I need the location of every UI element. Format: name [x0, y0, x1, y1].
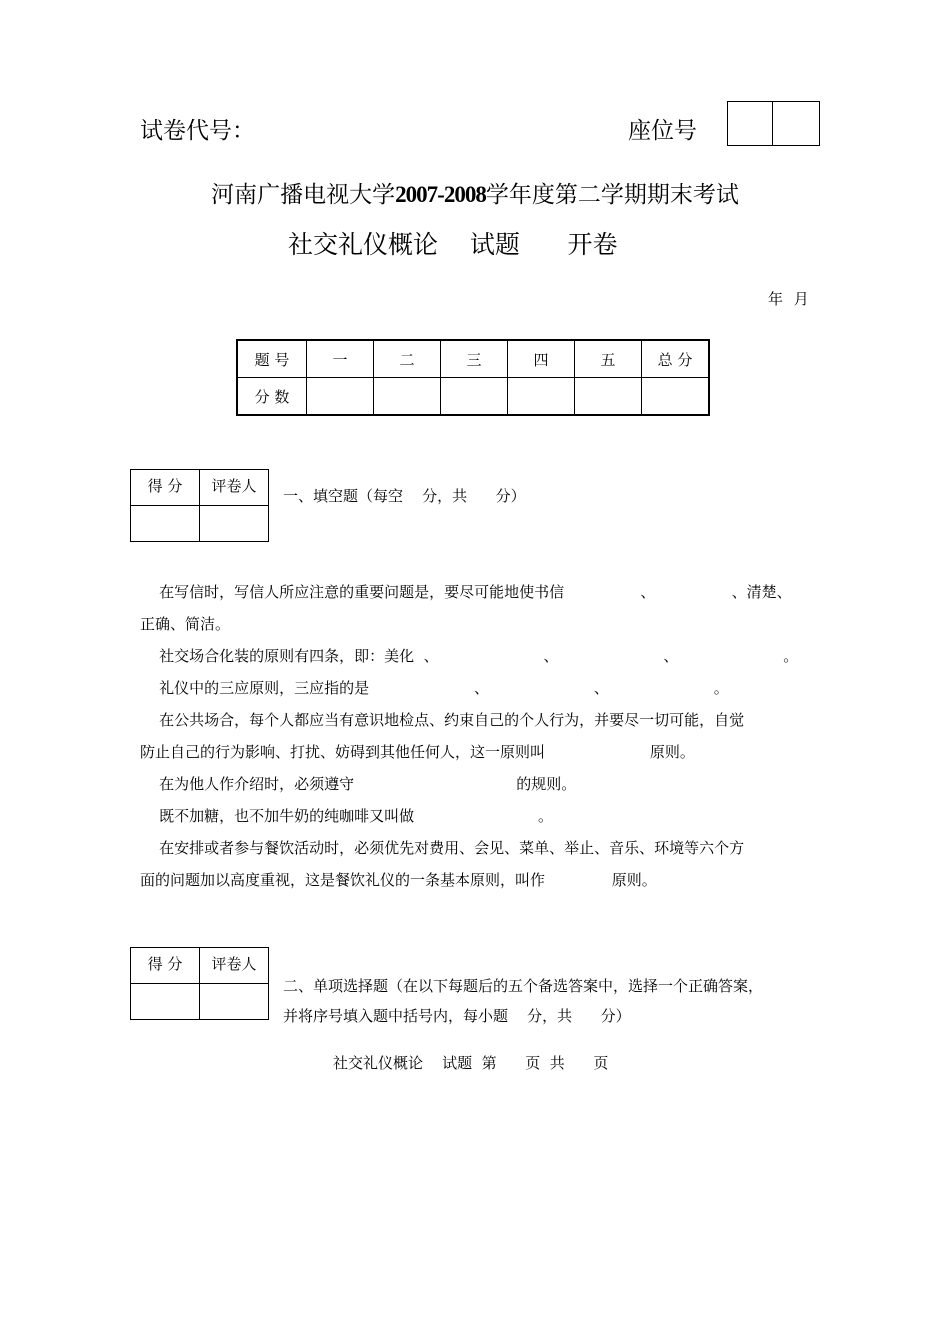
seat-number-box-1[interactable]	[727, 101, 773, 146]
table-row	[131, 984, 269, 1020]
exam-code-label: 试卷代号：	[140, 118, 255, 144]
section1-questions	[140, 576, 812, 896]
academic-year: 2007-2008	[395, 182, 486, 207]
score-label-cell: 得 分	[131, 470, 200, 506]
table-cell: 分 数	[237, 378, 307, 416]
section1-title: 一、填空题（每空 分，共 分）	[283, 487, 526, 505]
university-exam-title	[0, 176, 950, 209]
course-title-line	[288, 225, 618, 261]
table-cell: 一	[307, 340, 374, 378]
question-line: 面的问题加以高度重视，这是餐饮礼仪的一条基本原则，叫作 原则。	[140, 871, 657, 889]
score-cell[interactable]	[307, 378, 374, 416]
question-line: 礼仪中的三应原则，三应指的是 、 、 。	[140, 679, 729, 697]
score-cell[interactable]	[575, 378, 642, 416]
course-name: 社交礼仪概论	[288, 230, 439, 259]
exam-type: 试题	[469, 230, 520, 259]
seat-number-label: 座位号	[628, 118, 697, 144]
question-line: 在为他人作介绍时，必须遵守 的规则。	[140, 775, 577, 793]
table-cell: 二	[374, 340, 441, 378]
score-cell[interactable]	[508, 378, 575, 416]
table-row	[131, 470, 269, 506]
page-footer: 社交礼仪概论 试题 第 页 共 页	[333, 1054, 609, 1072]
score-summary-table	[236, 339, 710, 416]
section2-title-line2: 并将序号填入题中括号内，每小题 分，共 分）	[283, 1007, 631, 1025]
question-line: 社交场合化装的原则有四条，即：美化 、 、 、 。	[140, 647, 799, 665]
grader-input-cell[interactable]	[200, 984, 269, 1020]
score-cell[interactable]	[374, 378, 441, 416]
grader-box-section1	[130, 469, 269, 542]
grader-input-cell[interactable]	[200, 506, 269, 542]
table-row	[131, 506, 269, 542]
score-input-cell[interactable]	[131, 506, 200, 542]
question-line: 在安排或者参与餐饮活动时，必须优先对费用、会见、菜单、举止、音乐、环境等六个方	[140, 839, 745, 857]
grader-label-cell: 评卷人	[200, 470, 269, 506]
score-input-cell[interactable]	[131, 984, 200, 1020]
question-line: 防止自己的行为影响、打扰、妨碍到其他任何人，这一原则叫 原则。	[140, 743, 695, 761]
score-label-cell: 得 分	[131, 948, 200, 984]
question-line: 在写信时，写信人所应注意的重要问题是，要尽可能地使书信 、 、清楚、	[140, 583, 792, 601]
table-cell: 五	[575, 340, 642, 378]
table-cell: 题 号	[237, 340, 307, 378]
grader-box-section2	[130, 947, 269, 1020]
section2-title-line1: 二、单项选择题（在以下每题后的五个备选答案中，选择一个正确答案，	[283, 977, 764, 995]
question-line: 在公共场合，每个人都应当有意识地检点、约束自己的个人行为，并要尽一切可能，自觉	[140, 711, 745, 729]
question-line: 既不加糖，也不加牛奶的纯咖啡又叫做 。	[140, 807, 554, 825]
table-row	[237, 340, 709, 378]
term-title: 学年度第二学期期末考试	[485, 182, 739, 208]
university-name: 河南广播电视大学	[211, 182, 396, 208]
table-cell: 四	[508, 340, 575, 378]
exam-date: 年 月	[768, 290, 809, 308]
table-row	[237, 378, 709, 416]
table-row	[131, 948, 269, 984]
grader-label-cell: 评卷人	[200, 948, 269, 984]
table-cell: 三	[441, 340, 508, 378]
section2-title	[283, 971, 763, 1031]
question-line: 正确、简洁。	[140, 615, 231, 633]
seat-number-box-2[interactable]	[772, 101, 820, 146]
score-cell[interactable]	[642, 378, 710, 416]
table-cell: 总 分	[642, 340, 710, 378]
open-book-label: 开卷	[567, 230, 618, 259]
score-cell[interactable]	[441, 378, 508, 416]
